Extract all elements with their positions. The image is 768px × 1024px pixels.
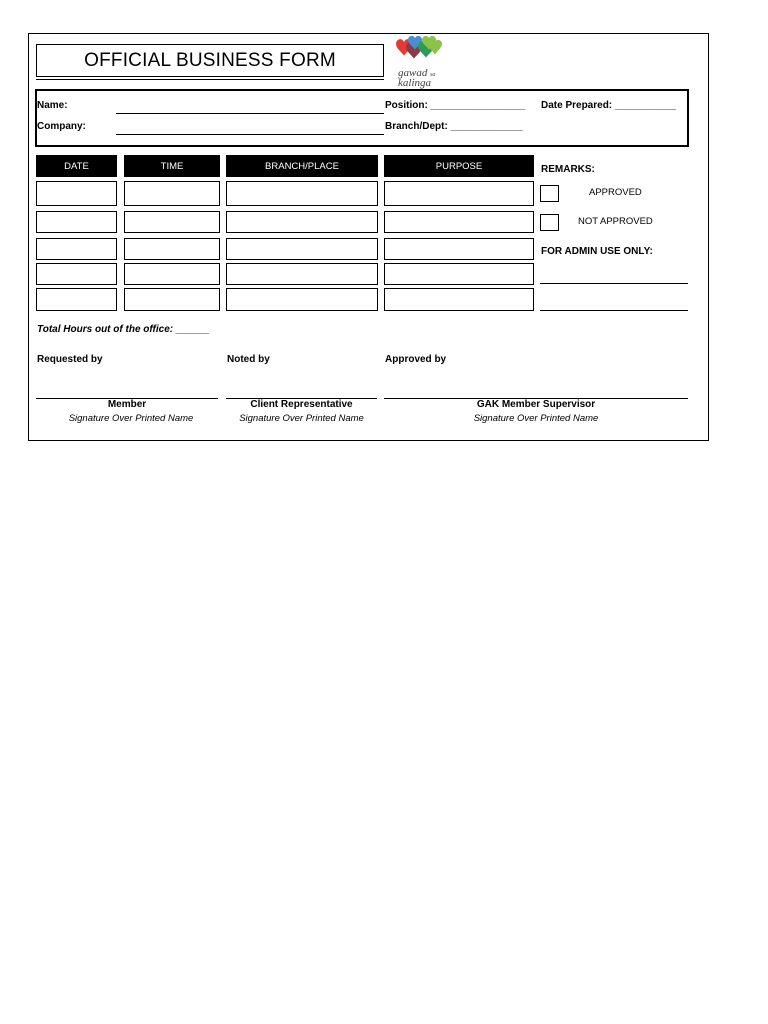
- form-title-box: [36, 44, 384, 77]
- table-cell[interactable]: [36, 288, 117, 311]
- table-cell[interactable]: [124, 263, 220, 285]
- name-label: Name:: [37, 100, 68, 111]
- approved-by-label: Approved by: [385, 354, 447, 365]
- logo-text-small: sa: [430, 72, 436, 78]
- table-cell[interactable]: [124, 238, 220, 260]
- approved-label: APPROVED: [589, 187, 642, 198]
- date-prepared-field[interactable]: Date Prepared: ___________: [541, 100, 677, 111]
- header-branch-place: BRANCH/PLACE: [226, 155, 378, 177]
- table-cell[interactable]: [36, 238, 117, 260]
- not-approved-checkbox[interactable]: [540, 214, 559, 231]
- approved-checkbox[interactable]: [540, 185, 559, 202]
- hearts-logo-icon: [392, 34, 448, 68]
- header-time: TIME: [124, 155, 220, 177]
- remarks-label: REMARKS:: [541, 164, 595, 175]
- table-cell[interactable]: [226, 288, 378, 311]
- table-cell[interactable]: [36, 263, 117, 285]
- table-cell[interactable]: [384, 238, 534, 260]
- gawad-kalinga-logo: [392, 34, 448, 90]
- logo-text-line2: kalinga: [398, 77, 431, 89]
- admin-line-1[interactable]: [540, 283, 688, 284]
- not-approved-label: NOT APPROVED: [578, 216, 653, 227]
- title-underline: [36, 79, 384, 80]
- branch-dept-field[interactable]: Branch/Dept: _____________: [385, 121, 523, 132]
- client-sub-label: Signature Over Printed Name: [239, 413, 364, 424]
- table-cell[interactable]: [124, 211, 220, 233]
- logo-text-line1: gawad: [398, 67, 428, 79]
- member-sub-label: Signature Over Printed Name: [68, 413, 194, 424]
- requested-by-label: Requested by: [37, 354, 103, 365]
- table-cell[interactable]: [226, 238, 378, 260]
- supervisor-sub-label: Signature Over Printed Name: [473, 413, 599, 424]
- position-field[interactable]: Position: _________________: [385, 100, 526, 111]
- total-hours-field[interactable]: Total Hours out of the office: ______: [37, 324, 210, 335]
- table-cell[interactable]: [226, 263, 378, 285]
- company-label: Company:: [37, 121, 86, 132]
- table-cell[interactable]: [124, 288, 220, 311]
- table-cell[interactable]: [384, 211, 534, 233]
- supervisor-label: GAK Member Supervisor: [476, 399, 596, 410]
- client-rep-label: Client Representative: [250, 399, 353, 410]
- table-cell[interactable]: [36, 181, 117, 206]
- table-cell[interactable]: [124, 181, 220, 206]
- table-cell[interactable]: [226, 211, 378, 233]
- admin-use-label: FOR ADMIN USE ONLY:: [541, 246, 653, 257]
- header-date: DATE: [36, 155, 117, 177]
- form-title: OFFICIAL BUSINESS FORM: [84, 49, 336, 71]
- name-field[interactable]: [116, 113, 384, 114]
- header-purpose: PURPOSE: [384, 155, 534, 177]
- table-cell[interactable]: [384, 263, 534, 285]
- company-field[interactable]: [116, 134, 384, 135]
- table-cell[interactable]: [36, 211, 117, 233]
- table-cell[interactable]: [226, 181, 378, 206]
- table-cell[interactable]: [384, 288, 534, 311]
- table-cell[interactable]: [384, 181, 534, 206]
- member-label: Member: [107, 399, 147, 410]
- admin-line-2[interactable]: [540, 310, 688, 311]
- info-box: [35, 89, 689, 147]
- noted-by-label: Noted by: [227, 354, 270, 365]
